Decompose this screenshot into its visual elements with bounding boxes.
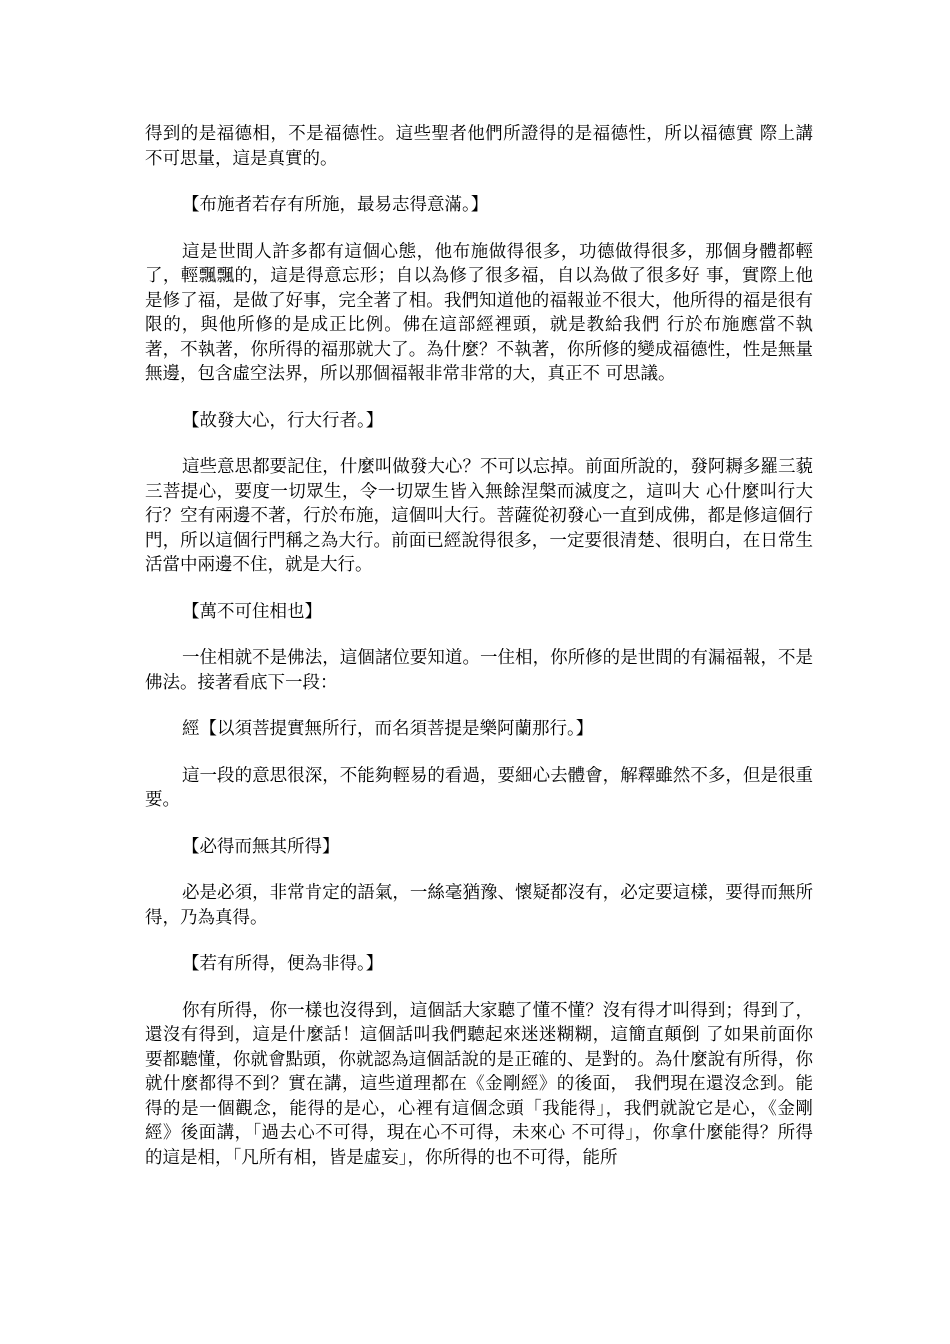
- sutra-quote: 經【以須菩提實無所行，而名須菩提是樂阿蘭那行。】: [182, 719, 594, 739]
- paragraph-6: 必是必須，非常肯定的語氣，一絲毫猶豫、懷疑都沒有，必定要這樣，要得而無所得，乃為真得。: [145, 883, 813, 928]
- paragraph-7: 你有所得，你一樣也沒得到，這個話大家聽了懂不懂？沒有得才叫得到；得到了，還沒有得到，這是什麼話！這個話叫我們聽起來迷迷糊糊，這簡直顛倒 了如果前面你要都聽懂，你就會點頭，你就認為這個話說的是正確的、是對的。為什麼說有所得，你就什麼都得不到？實在講，這些道理都在《金剛經》的後面， 我們現在還沒念到。能得的是一個觀念，能得的是心，心裡有這個念頭「我能得」，我們就說它是心，《金剛經》後面講，「過去心不可得，現在心不可得，未來心 不可得」，你拿什麼能得？所得的這是相，「凡所有相，皆是虛妄」，你所得的也不可得，能所: [145, 1000, 813, 1168]
- paragraph-3: 這些意思都要記住，什麼叫做發大心？不可以忘掉。前面所說的，發阿耨多羅三藐三菩提心，要度一切眾生，令一切眾生皆入無餘涅槃而滅度之，這叫大 心什麼叫行大行？空有兩邊不著，行於布施，這個叫大行。菩薩從初發心一直到成佛，都是修這個行門，所以這個行門稱之為大行。前面已經說得很多，一定要很清楚、很明白，在日常生活當中兩邊不住，就是大行。: [145, 457, 813, 575]
- section-heading-3: 【萬不可住相也】: [182, 601, 322, 622]
- paragraph-1: 得到的是福德相，不是福德性。這些聖者他們所證得的是福德性，所以福德實 際上講不可思量，這是真實的。: [145, 124, 813, 169]
- section-heading-5: 【若有所得，便為非得。】: [182, 954, 384, 974]
- document-page: [145, 122, 813, 1192]
- paragraph-2: 這是世間人許多都有這個心態，他布施做得很多，功德做得很多，那個身體都輕了，輕飄飄的，這是得意忘形；自以為修了很多福，自以為做了很多好 事，實際上他是修了福，是做了好事，完全著了相。我們知道他的福報並不很大，他所得的福是很有限的，與他所修的是成正比例。佛在這部經裡頭，就是教給我們 行於布施應當不執著，不執著，你所得的福那就大了。為什麼？不執著，你所修的變成福德性，性是無量無邊，包含虛空法界，所以那個福報非常非常的大，真正不 可思議。: [145, 241, 813, 384]
- section-heading-1: 【布施者若存有所施，最易志得意滿。】: [182, 195, 489, 215]
- section-heading-2: 【故發大心，行大行者。】: [182, 410, 384, 431]
- paragraph-5: 這一段的意思很深，不能夠輕易的看過，要細心去體會，解釋雖然不多，但是很重要。: [145, 765, 813, 810]
- section-heading-4: 【必得而無其所得】: [182, 836, 340, 857]
- paragraph-4: 一住相就不是佛法，這個諸位要知道。一住相，你所修的是世間的有漏福報，不是佛法。接著看底下一段：: [145, 648, 813, 693]
